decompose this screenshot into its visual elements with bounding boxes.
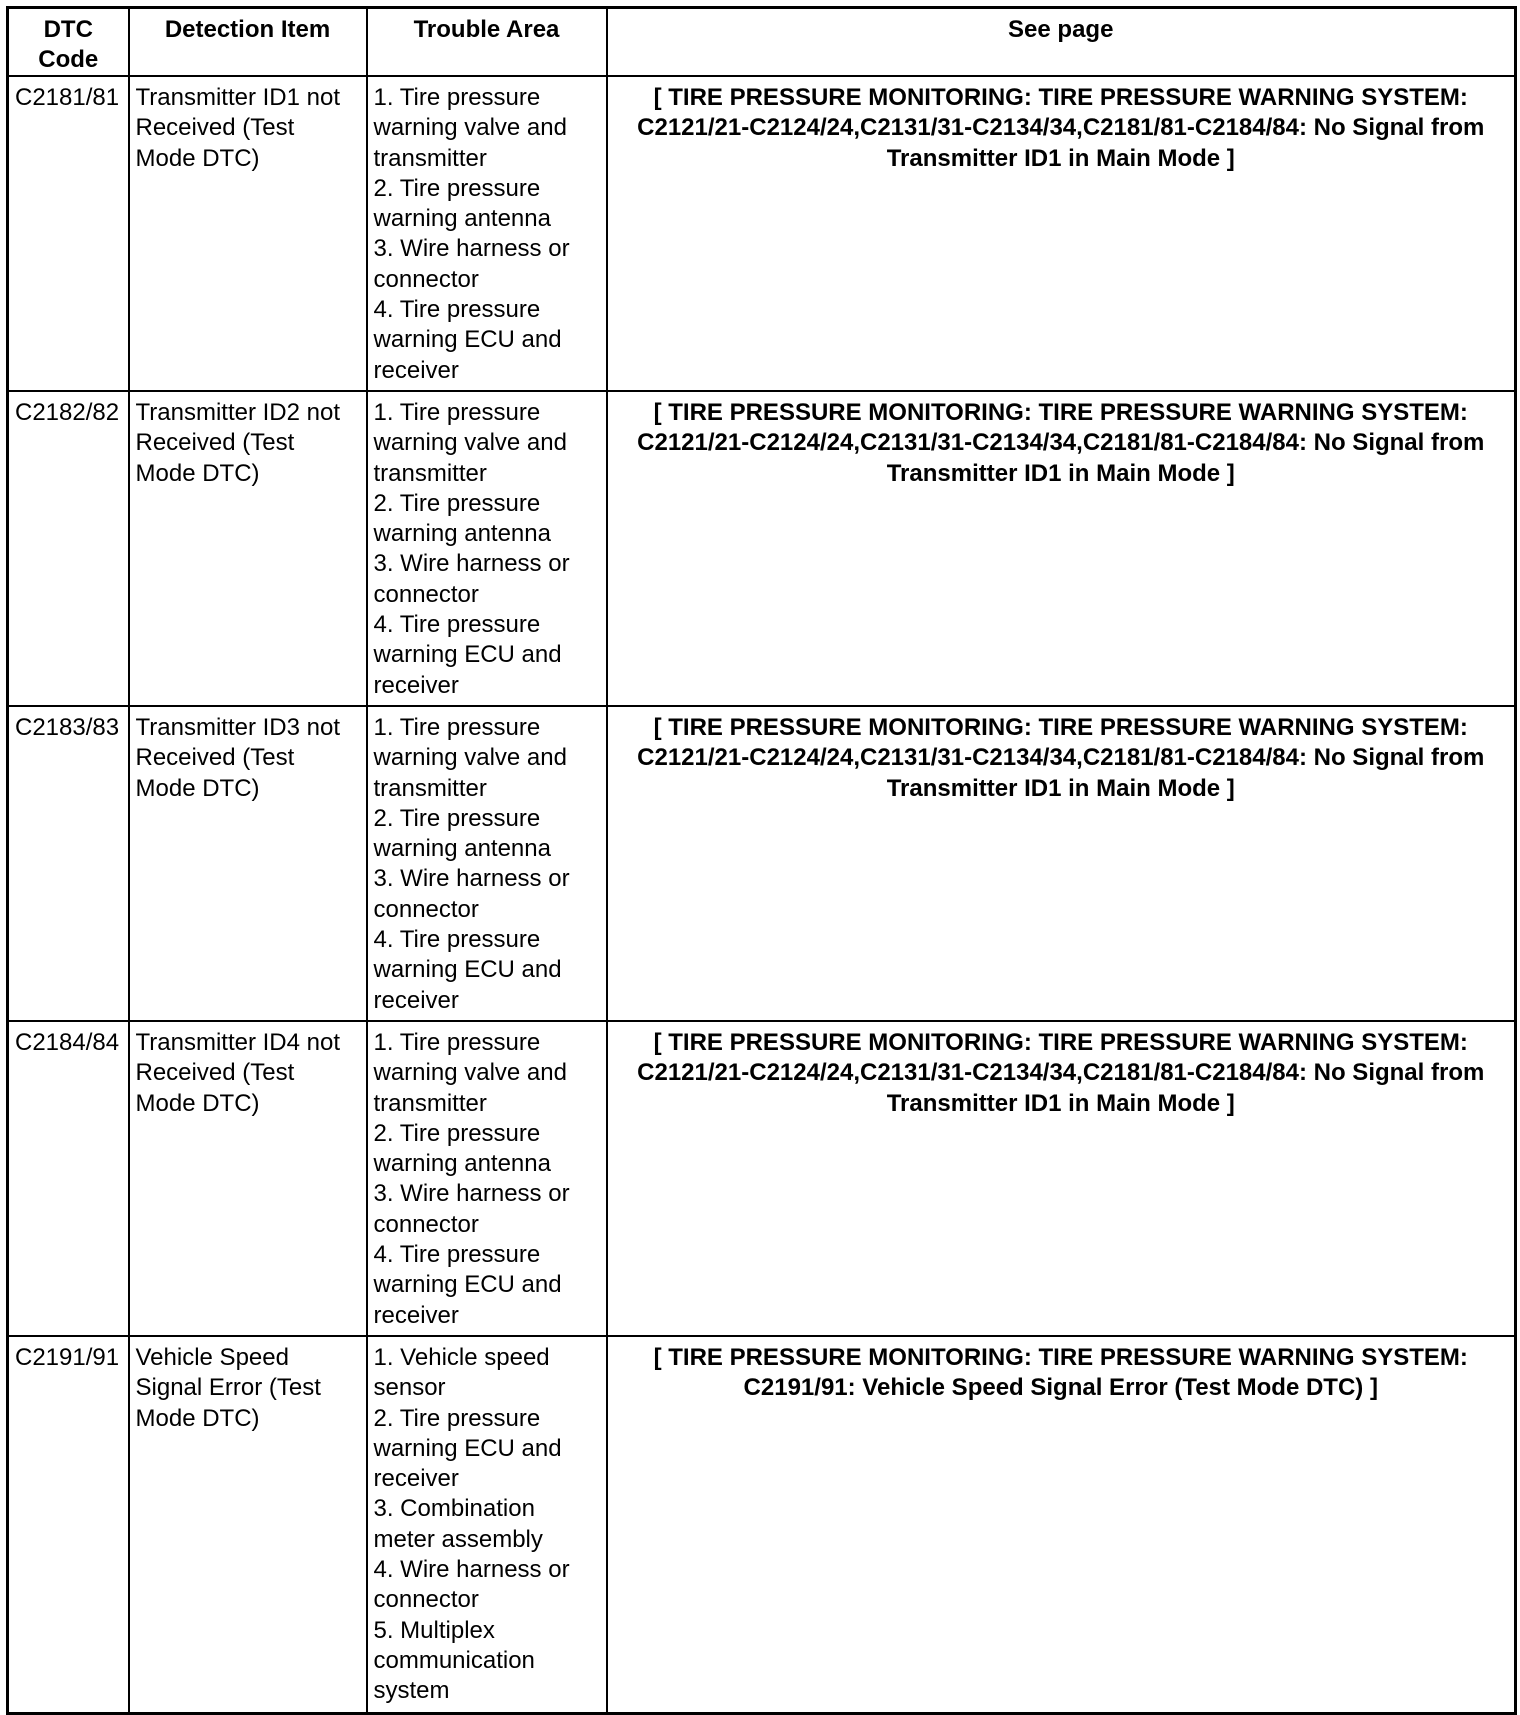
trouble-area-line: 2. Tire pressure — [373, 1404, 541, 1432]
detection-item-line: Transmitter ID3 not — [135, 714, 341, 741]
see-page-line: [ TIRE PRESSURE MONITORING: TIRE PRESSURE WARNING SYSTEM: — [653, 1029, 1468, 1056]
detection-item-line: Signal Error (Test — [135, 1374, 321, 1402]
trouble-area-line: transmitter — [373, 144, 487, 172]
see-page-line: Transmitter ID1 in Main Mode ] — [886, 1089, 1235, 1117]
dtc-code-cell: C2183/83 — [8, 706, 129, 1021]
see-page-line: [ TIRE PRESSURE MONITORING: TIRE PRESSURE WARNING SYSTEM: — [653, 84, 1468, 111]
trouble-area-line: warning valve and — [373, 744, 567, 772]
see-page-cell — [607, 391, 1516, 706]
detection-item-cell — [129, 391, 367, 706]
header-dtc-code-line: DTC — [43, 16, 93, 43]
see-page-cell — [607, 1336, 1516, 1714]
detection-item-line: Received (Test — [135, 429, 295, 457]
trouble-area-line: warning valve and — [373, 429, 567, 457]
see-page-line: Transmitter ID1 in Main Mode ] — [886, 459, 1235, 487]
trouble-area-line: receiver — [373, 986, 459, 1014]
trouble-area-line: 3. Wire harness or — [373, 235, 570, 263]
header-row — [8, 8, 1516, 77]
detection-item-line: Vehicle Speed — [135, 1344, 289, 1371]
trouble-area-cell — [367, 391, 607, 706]
table-body — [8, 76, 1516, 1714]
trouble-area-line: receiver — [373, 1301, 459, 1329]
trouble-area-line: transmitter — [373, 459, 487, 487]
dtc-code-cell: C2182/82 — [8, 391, 129, 706]
table-row — [8, 706, 1516, 1021]
trouble-area-line: connector — [373, 895, 479, 923]
trouble-area-line: transmitter — [373, 774, 487, 802]
header-trouble-area: Trouble Area — [367, 8, 607, 77]
trouble-area-line: meter assembly — [373, 1525, 543, 1553]
trouble-area-cell — [367, 706, 607, 1021]
trouble-area-line: connector — [373, 1586, 479, 1614]
see-page-line: C2121/21-C2124/24,C2131/31-C2134/34,C2181/81-C2184/84: No Signal from — [637, 744, 1485, 772]
trouble-area-line: 5. Multiplex — [373, 1616, 495, 1644]
trouble-area-line: receiver — [373, 356, 459, 384]
trouble-area-line: 3. Combination — [373, 1495, 535, 1523]
trouble-area-line: 1. Tire pressure — [373, 1029, 541, 1056]
table-row — [8, 76, 1516, 391]
trouble-area-line: 4. Tire pressure — [373, 926, 541, 954]
see-page-line: [ TIRE PRESSURE MONITORING: TIRE PRESSURE WARNING SYSTEM: — [653, 714, 1468, 741]
detection-item-line: Mode DTC) — [135, 459, 260, 487]
header-see-page: See page — [607, 8, 1516, 77]
trouble-area-line: receiver — [373, 671, 459, 699]
trouble-area-line: 4. Wire harness or — [373, 1556, 570, 1584]
detection-item-line: Received (Test — [135, 744, 295, 772]
header-detection-item: Detection Item — [129, 8, 367, 77]
trouble-area-line: 4. Tire pressure — [373, 1241, 541, 1269]
see-page-line: C2121/21-C2124/24,C2131/31-C2134/34,C2181/81-C2184/84: No Signal from — [637, 429, 1485, 457]
see-page-cell — [607, 1021, 1516, 1336]
trouble-area-line: sensor — [373, 1374, 446, 1402]
trouble-area-line: warning ECU and — [373, 1434, 562, 1462]
trouble-area-line: warning antenna — [373, 205, 551, 233]
trouble-area-line: 3. Wire harness or — [373, 1180, 570, 1208]
trouble-area-cell — [367, 1021, 607, 1336]
trouble-area-line: 2. Tire pressure — [373, 174, 541, 202]
trouble-area-line: 1. Tire pressure — [373, 399, 541, 426]
detection-item-line: Mode DTC) — [135, 1089, 260, 1117]
detection-item-line: Received (Test — [135, 114, 295, 142]
trouble-area-line: 3. Wire harness or — [373, 865, 570, 893]
see-page-cell — [607, 706, 1516, 1021]
detection-item-line: Mode DTC) — [135, 144, 260, 172]
trouble-area-line: warning ECU and — [373, 1271, 562, 1299]
detection-item-line: Mode DTC) — [135, 1404, 260, 1432]
trouble-area-line: 2. Tire pressure — [373, 804, 541, 832]
detection-item-cell — [129, 706, 367, 1021]
table-row — [8, 1336, 1516, 1714]
detection-item-line: Transmitter ID2 not — [135, 399, 341, 426]
trouble-area-line: 4. Tire pressure — [373, 296, 541, 324]
trouble-area-line: 2. Tire pressure — [373, 1119, 541, 1147]
trouble-area-line: warning valve and — [373, 1059, 567, 1087]
trouble-area-line: 4. Tire pressure — [373, 611, 541, 639]
see-page-line: [ TIRE PRESSURE MONITORING: TIRE PRESSURE WARNING SYSTEM: — [653, 1344, 1468, 1371]
table-row — [8, 391, 1516, 706]
header-dtc-code-line: Code — [38, 46, 99, 73]
see-page-line: C2191/91: Vehicle Speed Signal Error (Test Mode DTC) ] — [743, 1374, 1378, 1402]
detection-item-line: Received (Test — [135, 1059, 295, 1087]
trouble-area-cell — [367, 1336, 607, 1714]
trouble-area-line: 1. Tire pressure — [373, 84, 541, 111]
trouble-area-line: receiver — [373, 1465, 459, 1493]
dtc-code-cell: C2181/81 — [8, 76, 129, 391]
see-page-line: C2121/21-C2124/24,C2131/31-C2134/34,C2181/81-C2184/84: No Signal from — [637, 1059, 1485, 1087]
dtc-code-cell: C2184/84 — [8, 1021, 129, 1336]
trouble-area-line: transmitter — [373, 1089, 487, 1117]
see-page-line: Transmitter ID1 in Main Mode ] — [886, 774, 1235, 802]
detection-item-cell — [129, 1336, 367, 1714]
detection-item-line: Mode DTC) — [135, 774, 260, 802]
trouble-area-line: 2. Tire pressure — [373, 489, 541, 517]
trouble-area-line: 1. Tire pressure — [373, 714, 541, 741]
trouble-area-line: 3. Wire harness or — [373, 550, 570, 578]
trouble-area-line: system — [373, 1677, 450, 1705]
trouble-area-line: 1. Vehicle speed — [373, 1344, 550, 1371]
trouble-area-line: warning antenna — [373, 520, 551, 548]
trouble-area-line: warning ECU and — [373, 641, 562, 669]
see-page-line: [ TIRE PRESSURE MONITORING: TIRE PRESSURE WARNING SYSTEM: — [653, 399, 1468, 426]
header-dtc-code — [8, 8, 129, 77]
detection-item-cell — [129, 76, 367, 391]
trouble-area-line: warning ECU and — [373, 956, 562, 984]
table-row — [8, 1021, 1516, 1336]
detection-item-cell — [129, 1021, 367, 1336]
trouble-area-line: connector — [373, 580, 479, 608]
detection-item-line: Transmitter ID4 not — [135, 1029, 341, 1056]
trouble-area-line: connector — [373, 265, 479, 293]
see-page-line: C2121/21-C2124/24,C2131/31-C2134/34,C2181/81-C2184/84: No Signal from — [637, 114, 1485, 142]
dtc-code-cell: C2191/91 — [8, 1336, 129, 1714]
trouble-area-line: connector — [373, 1210, 479, 1238]
trouble-area-line: communication — [373, 1646, 535, 1674]
trouble-area-line: warning ECU and — [373, 326, 562, 354]
dtc-table — [6, 6, 1517, 1715]
see-page-cell — [607, 76, 1516, 391]
trouble-area-line: warning valve and — [373, 114, 567, 142]
trouble-area-line: warning antenna — [373, 1150, 551, 1178]
see-page-line: Transmitter ID1 in Main Mode ] — [886, 144, 1235, 172]
trouble-area-line: warning antenna — [373, 835, 551, 863]
detection-item-line: Transmitter ID1 not — [135, 84, 341, 111]
trouble-area-cell — [367, 76, 607, 391]
